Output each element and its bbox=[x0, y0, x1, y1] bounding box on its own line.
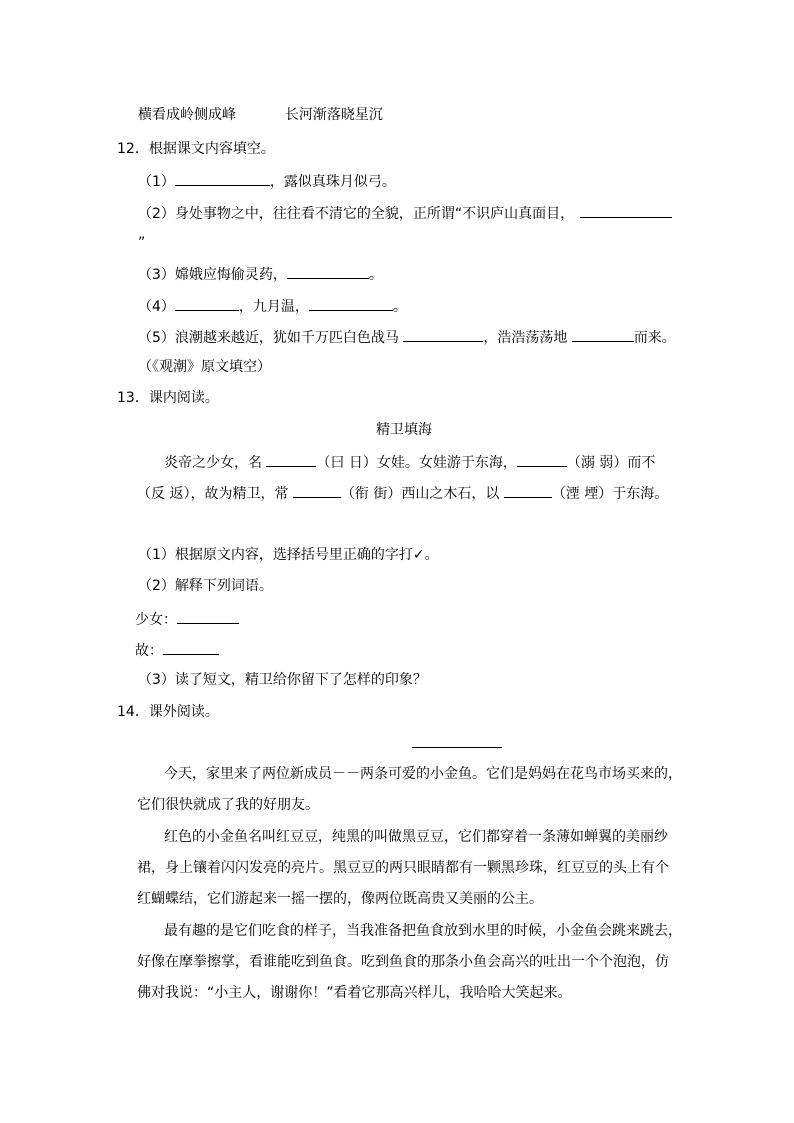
q14-title: 14．课外阅读。 bbox=[117, 704, 219, 720]
q12-item-1: （1） ，露似真珠月似弓。 bbox=[138, 171, 396, 191]
q13-sub-2: （2）解释下列词语。 bbox=[138, 578, 273, 594]
answer-blank[interactable] bbox=[287, 264, 369, 279]
q12-title: 12．根据课文内容填空。 bbox=[117, 141, 275, 157]
poem-line-2: 长河渐落晓星沉 bbox=[284, 107, 383, 123]
q13-sub-3: （3）读了短文，精卫给你留下了怎样的印象？ bbox=[138, 672, 427, 688]
answer-blank[interactable] bbox=[177, 609, 239, 624]
q12-item-2: （2）身处事物之中，往往看不清它的全貌，正所谓“不识庐山真面目， bbox=[138, 203, 672, 223]
passage-title-blank[interactable] bbox=[412, 747, 502, 748]
passage-line-2: （反 返），故为精卫，常 （衔 街）西山之木石，以 （湮 堙）于东海。 bbox=[137, 483, 668, 503]
answer-blank[interactable] bbox=[293, 483, 341, 498]
para-3-line-2: 好像在摩拳擦掌，看谁能吃到鱼食。吃到鱼食的那条小鱼会高兴的吐出一个个泡泡，仿 bbox=[137, 954, 669, 970]
q13-term-2: 故： bbox=[135, 640, 219, 660]
answer-blank[interactable] bbox=[504, 483, 552, 498]
q12-item-4: （4） ，九月温， 。 bbox=[138, 296, 407, 316]
answer-blank[interactable] bbox=[175, 296, 239, 311]
poem-line-row bbox=[138, 106, 383, 124]
answer-blank[interactable] bbox=[266, 452, 316, 467]
para-2-line-3: 红蝴蝶结，它们游起来一摇一摆的，像两位既高贵又美丽的公主。 bbox=[137, 891, 543, 907]
para-2-line-2: 裙，身上镶着闪闪发亮的亮片。黑豆豆的两只眼睛都有一颗黑珍珠，红豆豆的头上有个 bbox=[137, 860, 669, 876]
para-1-line-1: 今天，家里来了两位新成员－－两条可爱的小金鱼。它们是妈妈在花鸟市场买来的， bbox=[164, 766, 682, 782]
q12-item-5: （5）浪潮越来越近，犹如千万匹白色战马 ，浩浩荡荡地 而来。 bbox=[138, 327, 676, 347]
para-2-line-1: 红色的小金鱼名叫红豆豆，纯黑的叫做黑豆豆，它们都穿着一条薄如蝉翼的美丽纱 bbox=[164, 829, 668, 845]
passage-title: 精卫填海 bbox=[376, 422, 432, 438]
answer-blank[interactable] bbox=[517, 452, 567, 467]
poem-line-1: 横看成岭侧成峰 bbox=[138, 107, 236, 123]
q12-item-2-cont: ” bbox=[138, 235, 146, 251]
para-1-line-2: 它们很快就成了我的好朋友。 bbox=[137, 797, 319, 813]
q13-title: 13．课内阅读。 bbox=[117, 390, 219, 406]
answer-blank[interactable] bbox=[163, 640, 219, 655]
q13-sub-1: （1）根据原文内容，选择括号里正确的字打✓。 bbox=[138, 547, 439, 563]
answer-blank[interactable] bbox=[403, 327, 483, 342]
answer-blank[interactable] bbox=[580, 203, 672, 218]
q12-note: （《观潮》原文填空） bbox=[138, 359, 271, 375]
para-3-line-1: 最有趣的是它们吃食的样子，当我准备把鱼食放到水里的时候，小金鱼会跳来跳去， bbox=[164, 923, 682, 939]
para-3-line-3: 佛对我说：“小主人，谢谢你！”看着它那高兴样儿，我哈哈大笑起来。 bbox=[137, 985, 572, 1001]
passage-line-1: 炎帝之少女，名 （曰 日）女娃。女娃游于东海， （溺 弱）而不 bbox=[164, 452, 655, 472]
answer-blank[interactable] bbox=[309, 296, 393, 311]
q12-item-3: （3）嫦娥应悔偷灵药， 。 bbox=[138, 264, 383, 284]
answer-blank[interactable] bbox=[175, 171, 270, 186]
q13-term-1: 少女： bbox=[135, 609, 239, 629]
answer-blank[interactable] bbox=[572, 327, 634, 342]
